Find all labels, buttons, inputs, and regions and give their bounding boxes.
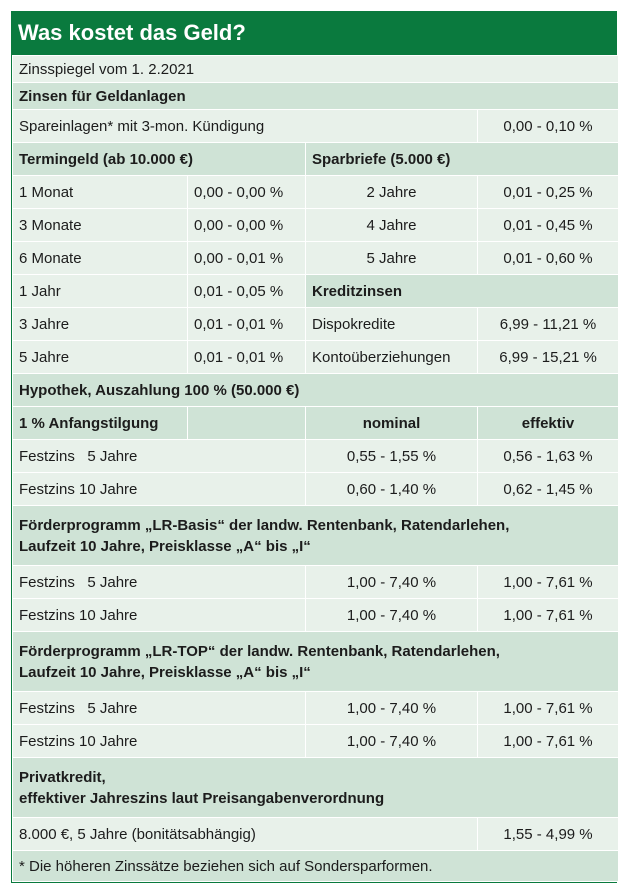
kredit-value: 6,99 - 15,21 % xyxy=(478,341,619,374)
empty-cell xyxy=(188,407,306,440)
row-label: Festzins 10 Jahre xyxy=(13,725,306,758)
nominal-value: 1,00 - 7,40 % xyxy=(306,566,478,599)
termingeld-value: 0,00 - 0,01 % xyxy=(188,242,306,275)
sparbriefe-heading: Sparbriefe (5.000 €) xyxy=(306,143,619,176)
column-header-row xyxy=(13,407,619,440)
col-nominal: nominal xyxy=(306,407,478,440)
termingeld-value: 0,01 - 0,01 % xyxy=(188,308,306,341)
hypothek-sub-heading: 1 % Anfangstilgung xyxy=(13,407,188,440)
termingeld-value: 0,00 - 0,00 % xyxy=(188,209,306,242)
lr-top-heading-line2: Laufzeit 10 Jahre, Preisklasse „A“ bis „I“ xyxy=(19,663,311,681)
table-row xyxy=(13,308,619,341)
table-row xyxy=(13,599,619,632)
lr-basis-heading-row xyxy=(13,506,619,566)
date-row xyxy=(13,56,619,83)
privatkredit-heading xyxy=(13,758,619,818)
privatkredit-heading-row xyxy=(13,758,619,818)
table-row xyxy=(13,176,619,209)
sparbriefe-label: 4 Jahre xyxy=(306,209,478,242)
termingeld-value: 0,00 - 0,00 % xyxy=(188,176,306,209)
termingeld-value: 0,01 - 0,05 % xyxy=(188,275,306,308)
termingeld-label: 6 Monate xyxy=(13,242,188,275)
table-row xyxy=(13,566,619,599)
rates-table-frame xyxy=(11,55,617,883)
termingeld-label: 3 Jahre xyxy=(13,308,188,341)
spareinlagen-value: 0,00 - 0,10 % xyxy=(478,110,619,143)
privatkredit-label: 8.000 €, 5 Jahre (bonitätsabhängig) xyxy=(13,818,478,851)
footnote: * Die höheren Zinssätze beziehen sich auf Sondersparformen. xyxy=(13,851,619,882)
table-row xyxy=(13,341,619,374)
privatkredit-heading-line1: Privatkredit, xyxy=(19,768,106,786)
sparbriefe-label: 5 Jahre xyxy=(306,242,478,275)
effektiv-value: 1,00 - 7,61 % xyxy=(478,599,619,632)
row-label: Festzins 5 Jahre xyxy=(13,566,306,599)
termingeld-label: 5 Jahre xyxy=(13,341,188,374)
table-row xyxy=(13,440,619,473)
col-effektiv: effektiv xyxy=(478,407,619,440)
spareinlagen-label: Spareinlagen* mit 3-mon. Kündigung xyxy=(13,110,478,143)
anlagen-heading: Zinsen für Geldanlagen xyxy=(13,83,619,110)
table-row xyxy=(13,275,619,308)
row-label: Festzins 10 Jahre xyxy=(13,599,306,632)
lr-top-heading-row xyxy=(13,632,619,692)
lr-basis-heading-line1: Förderprogramm „LR-Basis“ der landw. Rentenbank, Ratendarlehen, xyxy=(19,516,510,534)
row-label: Festzins 5 Jahre xyxy=(13,440,306,473)
table-row xyxy=(13,242,619,275)
nominal-value: 1,00 - 7,40 % xyxy=(306,725,478,758)
effektiv-value: 0,56 - 1,63 % xyxy=(478,440,619,473)
table-row xyxy=(13,692,619,725)
lr-basis-heading-line2: Laufzeit 10 Jahre, Preisklasse „A“ bis „I“ xyxy=(19,537,311,555)
termingeld-label: 3 Monate xyxy=(13,209,188,242)
kredit-heading: Kreditzinsen xyxy=(306,275,619,308)
nominal-value: 1,00 - 7,40 % xyxy=(306,692,478,725)
table-row xyxy=(13,473,619,506)
sparbriefe-value: 0,01 - 0,25 % xyxy=(478,176,619,209)
table-row xyxy=(13,209,619,242)
lr-top-heading-line1: Förderprogramm „LR-TOP“ der landw. Rentenbank, Ratendarlehen, xyxy=(19,642,500,660)
kredit-value: 6,99 - 11,21 % xyxy=(478,308,619,341)
termingeld-label: 1 Jahr xyxy=(13,275,188,308)
effektiv-value: 1,00 - 7,61 % xyxy=(478,692,619,725)
effektiv-value: 1,00 - 7,61 % xyxy=(478,566,619,599)
kredit-label: Dispokredite xyxy=(306,308,478,341)
nominal-value: 0,60 - 1,40 % xyxy=(306,473,478,506)
table-row xyxy=(13,725,619,758)
lr-top-heading xyxy=(13,632,619,692)
hypothek-heading-row xyxy=(13,374,619,407)
anlagen-heading-row xyxy=(13,83,619,110)
effektiv-value: 0,62 - 1,45 % xyxy=(478,473,619,506)
nominal-value: 1,00 - 7,40 % xyxy=(306,599,478,632)
rates-table xyxy=(12,55,619,882)
table-row xyxy=(13,110,619,143)
effektiv-value: 1,00 - 7,61 % xyxy=(478,725,619,758)
privatkredit-heading-line2: effektiver Jahreszins laut Preisangabenverordnung xyxy=(19,789,385,807)
page-title: Was kostet das Geld? xyxy=(11,11,617,55)
kredit-label: Kontoüberziehungen xyxy=(306,341,478,374)
privatkredit-value: 1,55 - 4,99 % xyxy=(478,818,619,851)
table-row xyxy=(13,818,619,851)
nominal-value: 0,55 - 1,55 % xyxy=(306,440,478,473)
section-heading-row xyxy=(13,143,619,176)
sparbriefe-label: 2 Jahre xyxy=(306,176,478,209)
row-label: Festzins 10 Jahre xyxy=(13,473,306,506)
row-label: Festzins 5 Jahre xyxy=(13,692,306,725)
footnote-row xyxy=(13,851,619,882)
termingeld-heading: Termingeld (ab 10.000 €) xyxy=(13,143,306,176)
sparbriefe-value: 0,01 - 0,60 % xyxy=(478,242,619,275)
lr-basis-heading xyxy=(13,506,619,566)
hypothek-heading: Hypothek, Auszahlung 100 % (50.000 €) xyxy=(13,374,619,407)
sparbriefe-value: 0,01 - 0,45 % xyxy=(478,209,619,242)
termingeld-label: 1 Monat xyxy=(13,176,188,209)
termingeld-value: 0,01 - 0,01 % xyxy=(188,341,306,374)
rates-table-container xyxy=(11,11,617,883)
date-line: Zinsspiegel vom 1. 2.2021 xyxy=(13,56,619,83)
